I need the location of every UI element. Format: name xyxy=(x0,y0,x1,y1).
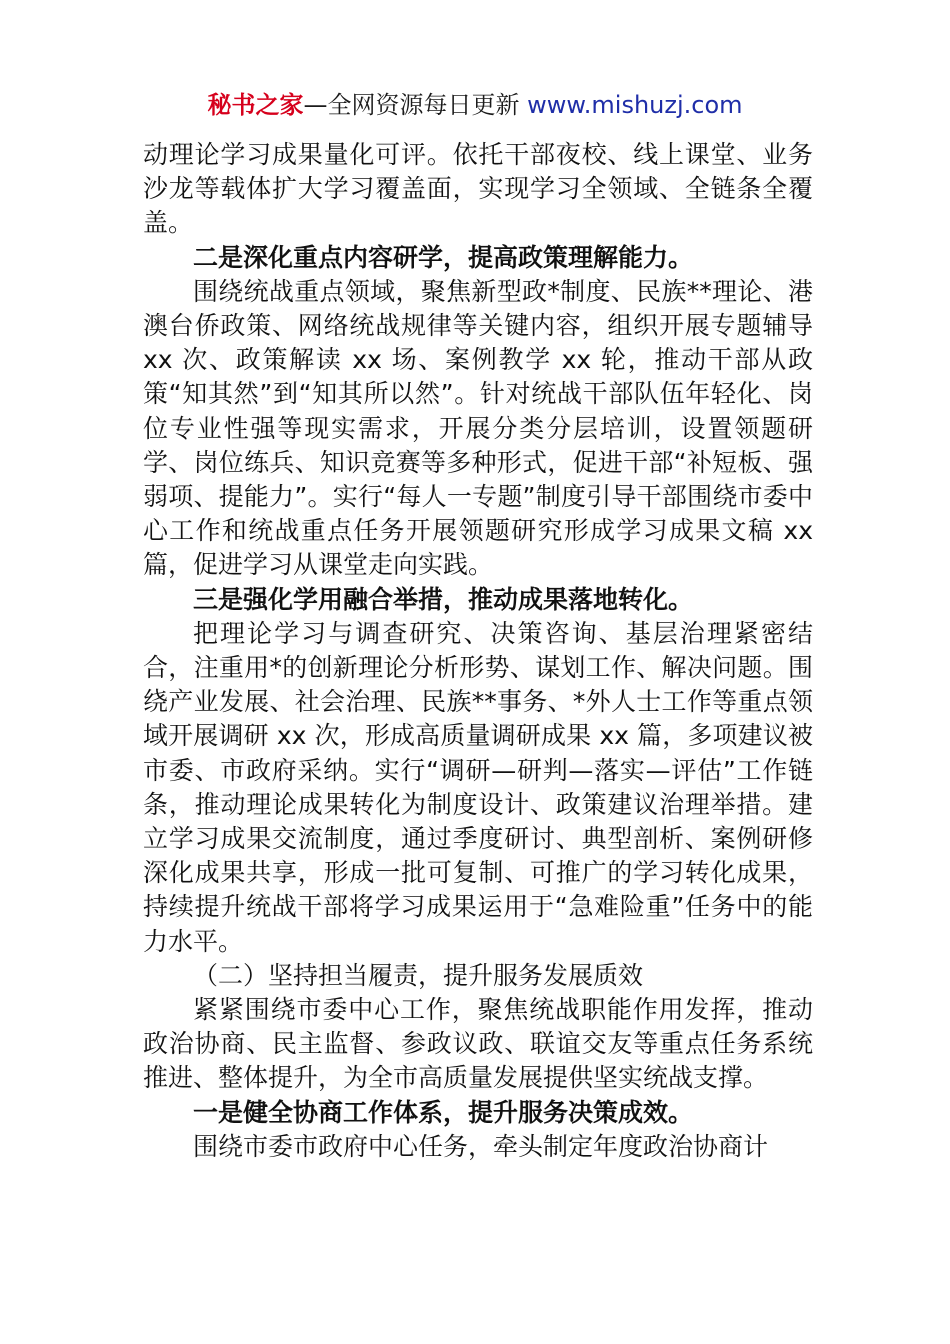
paragraph-continued: 动理论学习成果量化可评。依托干部夜校、线上课堂、业务沙龙等载体扩大学习覆盖面，实现学习全领域、全链条全覆盖。 xyxy=(143,140,813,238)
site-tagline: —全网资源每日更新 xyxy=(303,91,528,119)
site-brand: 秘书之家 xyxy=(207,91,304,119)
subheading-consultation: 一是健全协商工作体系，提升服务决策成效。 xyxy=(193,1097,694,1127)
paragraph-consultation: 围绕市委市政府中心任务，牵头制定年度政治协商计 xyxy=(193,1131,769,1161)
paragraph-integration: 把理论学习与调查研究、决策咨询、基层治理紧密结合，注重用*的创新理论分析形势、谋划工作、解决问题。围绕产业发展、社会治理、民族**事务、*外人士工作等重点领域开展调研 xx 次，形成高质量调研成果 xx 篇，多项建议被市委、市政府采纳。实行“调研—研判—落实—评估”工作链条，推动理论成果转化为制度设计、政策建议治理举措。建立学习成果交流制度，通过季度研讨、典型剖析、案例研修深化成果共享，形成一批可复制、可推广的学习转化成果，持续提升统战干部将学习成果运用于“急难险重”任务中的能力水平。 xyxy=(143,618,813,956)
subheading-deepen-study: 二是深化重点内容研学，提高政策理解能力。 xyxy=(193,242,694,272)
document-body xyxy=(143,138,813,1164)
paragraph-key-content: 围绕统战重点领域，聚焦新型政*制度、民族**理论、港澳台侨政策、网络统战规律等关键内容，组织开展专题辅导 xx 次、政策解读 xx 场、案例教学 xx 轮，推动干部从政策“知其然”到“知其所以然”。针对统战干部队伍年轻化、岗位专业性强等现实需求，开展分类分层培训，设置领题研学、岗位练兵、知识竞赛等多种形式，促进干部“补短板、强弱项、提能力”。实行“每人一专题”制度引导干部围绕市委中心工作和统战重点任务开展领题研究形成学习成果文稿 xx 篇，促进学习从课堂走向实践。 xyxy=(143,276,813,580)
subheading-integration: 三是强化学用融合举措，推动成果落地转化。 xyxy=(193,584,694,614)
site-url-link[interactable]: www.mishuzj.com xyxy=(527,91,743,119)
paragraph-responsibility: 紧紧围绕市委中心工作，聚焦统战职能作用发挥，推动政治协商、民主监督、参政议政、联谊交友等重点任务系统推进、整体提升，为全市高质量发展提供坚实统战支撑。 xyxy=(143,995,813,1093)
section-heading-responsibility: （二）坚持担当履责，提升服务发展质效 xyxy=(193,960,644,990)
site-header xyxy=(0,88,950,122)
